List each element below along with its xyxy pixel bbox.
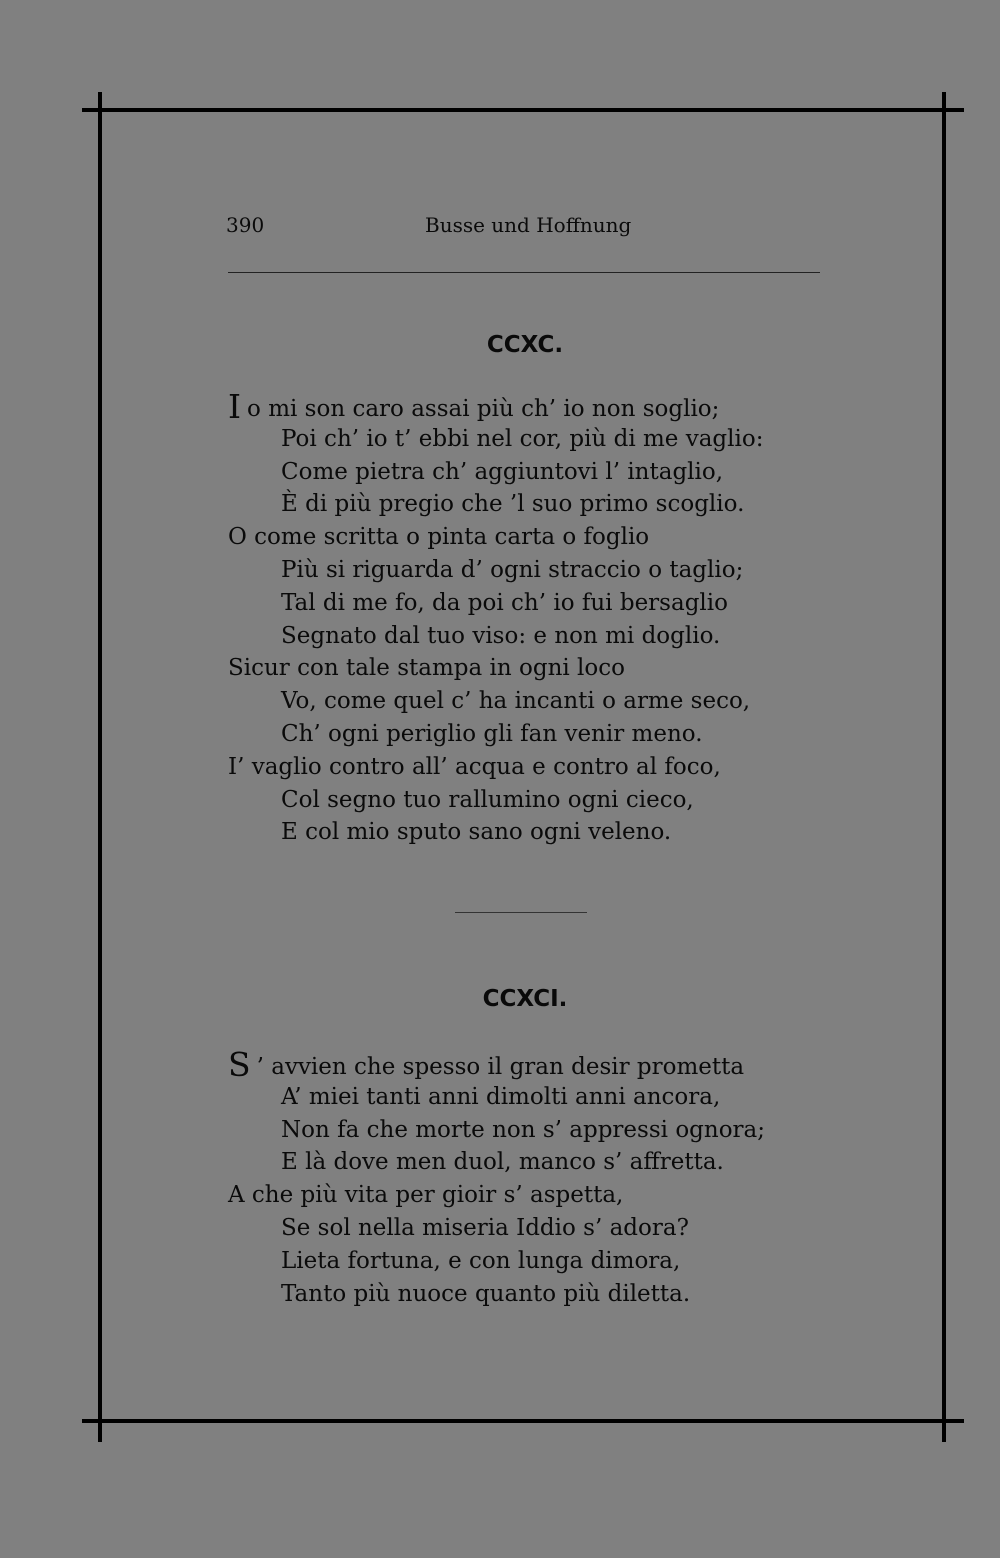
poem-line-text: Se sol nella miseria Iddio s’ adora?: [281, 1214, 689, 1241]
poem-line: [228, 423, 763, 456]
poem-line: [228, 816, 763, 849]
poem-line-text: È di più pregio che ’l suo primo scoglio.: [281, 491, 745, 518]
poem-numeral: CCXC.: [486, 332, 564, 358]
poem-line-text: Sicur con tale stampa in ogni loco: [228, 655, 625, 682]
poem-line: [228, 1146, 765, 1179]
poem-line: [228, 1045, 765, 1084]
frame-top-rule: [82, 108, 964, 112]
poem-line: [228, 488, 763, 521]
poem-line: [228, 1114, 765, 1147]
frame-left-rule: [98, 92, 102, 1442]
running-title: Busse und Hoffnung: [425, 213, 632, 237]
poem-numeral: CCXCI.: [482, 986, 568, 1012]
drop-cap: S: [228, 1045, 251, 1084]
frame-bottom-rule: [82, 1419, 964, 1423]
poem-line: [228, 784, 763, 817]
poem-line-text: Come pietra ch’ aggiuntovi l’ intaglio,: [281, 458, 724, 485]
poem-line: [228, 718, 763, 751]
frame-right-rule: [942, 92, 946, 1442]
page-number: 390: [226, 213, 265, 237]
poem-line-text: Non fa che morte non s’ appressi ognora;: [281, 1116, 765, 1143]
poem-line: [228, 1245, 765, 1278]
poem-line-text: Tanto più nuoce quanto più diletta.: [281, 1280, 691, 1307]
poem-line: [228, 456, 763, 489]
poem-line-text: Ch’ ogni periglio gli fan venir meno.: [281, 720, 703, 747]
poem-line-text: I’ vaglio contro all’ acqua e contro al foco,: [228, 753, 721, 780]
poem-line: [228, 620, 763, 653]
poem-line-text: E col mio sputo sano ogni veleno.: [281, 819, 672, 846]
poem-line-text: Tal di me fo, da poi ch’ io fui bersaglio: [281, 589, 728, 616]
poem-line: [228, 1278, 765, 1311]
poem-line-text: Più si riguarda d’ ogni straccio o taglio;: [281, 556, 744, 583]
poem-line-text: O come scritta o pinta carta o foglio: [228, 524, 650, 551]
poem-line: [228, 387, 763, 426]
section-divider: [455, 912, 587, 913]
header-divider: [228, 272, 820, 273]
poem-body: [228, 387, 764, 849]
poem-line: [228, 1179, 765, 1212]
poem-line-text: Col segno tuo rallumino ogni cieco,: [281, 786, 694, 813]
poem-line: [228, 521, 763, 554]
poem-line: [228, 751, 763, 784]
poem-line-text: ’ avvien che spesso il gran desir prometta: [256, 1054, 745, 1080]
drop-cap: I: [228, 387, 242, 426]
poem-line-text: o mi son caro assai più ch’ io non soglio;: [247, 396, 720, 422]
poem-line-text: Segnato dal tuo viso: e non mi doglio.: [281, 622, 721, 649]
poem-line-text: A che più vita per gioir s’ aspetta,: [228, 1182, 624, 1209]
poem-line-text: A’ miei tanti anni dimolti anni ancora,: [281, 1083, 721, 1110]
poem-line-text: Vo, come quel c’ ha incanti o arme seco,: [281, 688, 751, 715]
poem-line: [228, 652, 763, 685]
poem-line: [228, 587, 763, 620]
poem-line-text: Lieta fortuna, e con lunga dimora,: [281, 1247, 681, 1274]
poem-line: [228, 554, 763, 587]
poem-line: [228, 1081, 765, 1114]
poem-line: [228, 1212, 765, 1245]
poem-line-text: Poi ch’ io t’ ebbi nel cor, più di me vaglio:: [281, 425, 764, 452]
poem-line: [228, 685, 763, 718]
poem-body: [228, 1045, 765, 1310]
poem-line-text: E là dove men duol, manco s’ affretta.: [281, 1149, 724, 1176]
